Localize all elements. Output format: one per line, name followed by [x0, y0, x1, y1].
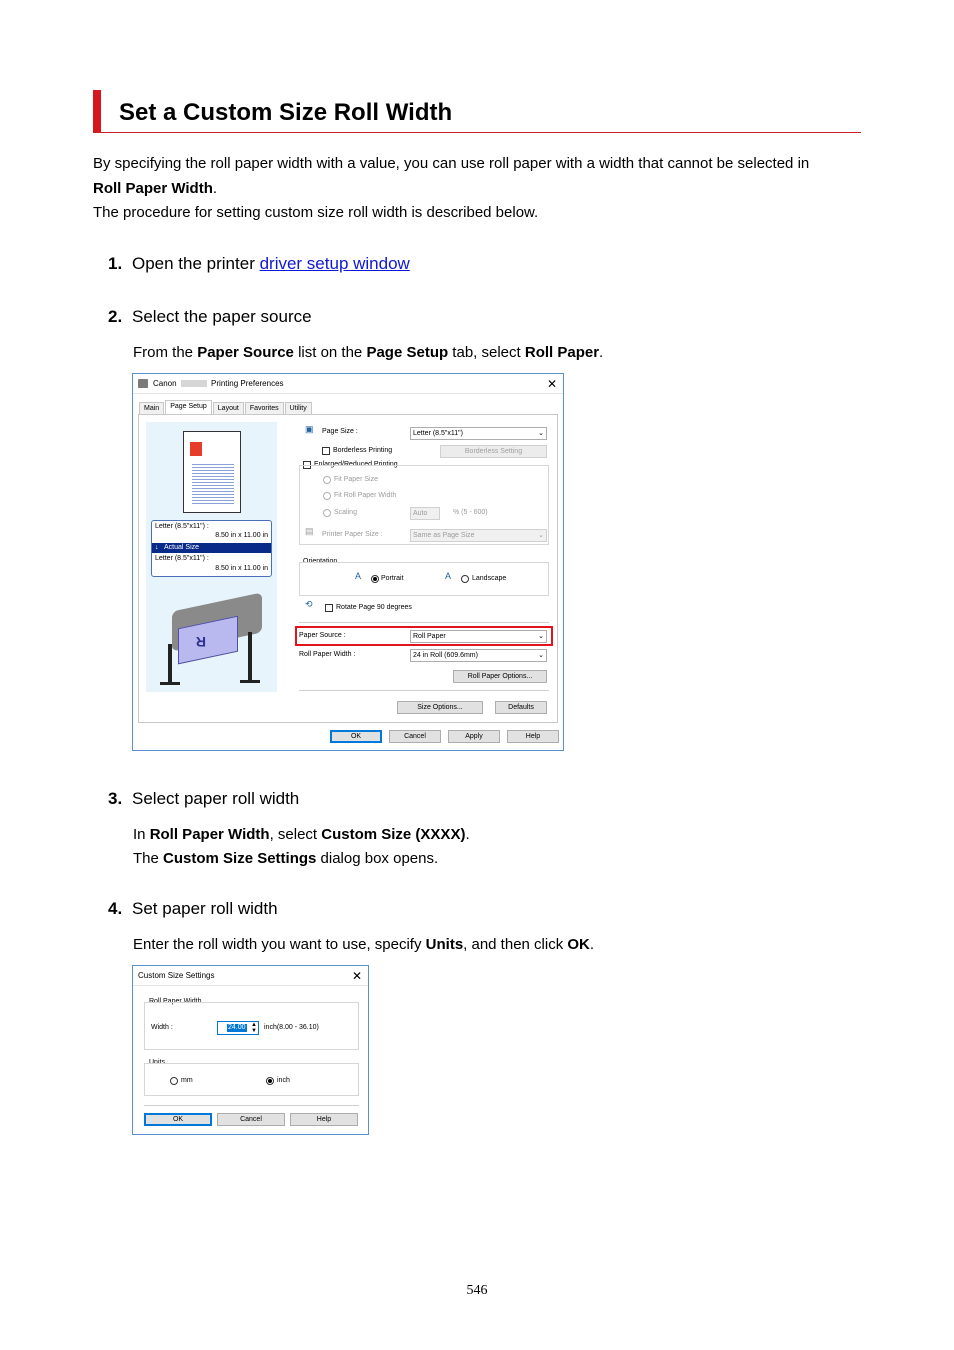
help-button[interactable]: Help — [290, 1113, 358, 1126]
page-size-value: Letter (8.5"x11") — [413, 430, 463, 437]
desc-bold: Page Setup — [366, 344, 449, 361]
size-info-line: 8.50 in x 11.00 in — [215, 532, 268, 539]
size-info-line: 8.50 in x 11.00 in — [215, 565, 268, 572]
page-title: Set a Custom Size Roll Width — [119, 99, 453, 126]
page-setup-panel — [138, 414, 558, 723]
cancel-button[interactable]: Cancel — [389, 730, 441, 743]
scaling-label: Scaling — [334, 509, 357, 516]
landscape-radio[interactable] — [461, 575, 469, 583]
rotate-page-label: Rotate Page 90 degrees — [336, 604, 412, 611]
dialog-title-prefix: Canon — [153, 379, 177, 388]
desc-text: In — [133, 826, 150, 843]
borderless-setting-button[interactable]: Borderless Setting — [440, 445, 547, 458]
desc-text: Enter the roll width you want to use, specify — [133, 936, 426, 953]
printer-paper-size-label: Printer Paper Size : — [322, 531, 383, 538]
down-arrow-icon: ↓ — [155, 544, 159, 551]
help-button[interactable]: Help — [507, 730, 559, 743]
fit-roll-width-label: Fit Roll Paper Width — [334, 492, 397, 499]
paper-source-label: Paper Source : — [299, 632, 346, 639]
preview-area — [146, 422, 277, 692]
paper-orientation-glyph-icon: R — [195, 634, 206, 650]
printer-icon — [138, 379, 148, 388]
roll-paper-width-group-label: Roll Paper Width — [149, 998, 202, 1005]
desc-text: . — [465, 826, 470, 843]
portrait-icon: A — [355, 571, 362, 581]
roll-paper-width-value: 24 in Roll (609.6mm) — [413, 652, 478, 659]
desc-text: . — [589, 936, 595, 953]
tab-utility[interactable]: Utility — [285, 402, 312, 414]
cancel-button[interactable]: Cancel — [217, 1113, 285, 1126]
heading-rule — [93, 132, 861, 133]
driver-setup-window-link[interactable]: driver setup window — [259, 254, 410, 273]
desc-text: From the — [133, 344, 198, 361]
landscape-icon: A — [445, 571, 452, 581]
tab-layout[interactable]: Layout — [213, 402, 244, 414]
width-input[interactable] — [217, 1021, 259, 1035]
desc-text: dialog box opens. — [316, 850, 439, 867]
spin-up-icon[interactable]: ▲ — [251, 1022, 257, 1028]
chevron-down-icon: ⌄ — [538, 652, 544, 659]
orientation-group-box — [299, 562, 549, 596]
desc-bold: Custom Size (XXXX) — [321, 826, 466, 843]
scaling-radio[interactable] — [323, 509, 331, 517]
fit-paper-size-radio[interactable] — [323, 476, 331, 484]
printer-paper-size-icon: ▤ — [305, 526, 314, 536]
step-1-label: Open the printer — [132, 254, 260, 273]
desc-text: , and then click — [463, 936, 568, 953]
fit-roll-width-radio[interactable] — [323, 492, 331, 500]
printer-paper-size-select[interactable] — [410, 529, 547, 542]
page-size-label: Page Size : — [322, 428, 358, 435]
chevron-down-icon: ⌄ — [538, 633, 544, 640]
redacted-model-name — [181, 380, 207, 387]
separator — [299, 622, 549, 623]
mm-label: mm — [181, 1077, 193, 1084]
borderless-checkbox[interactable] — [322, 447, 330, 455]
step-4-number: 4. — [108, 899, 123, 918]
intro-line-1: By specifying the roll paper width with a value, you can use roll paper with a width that cannot be selected in — [93, 155, 810, 172]
mm-radio[interactable] — [170, 1077, 178, 1085]
roll-paper-width-select[interactable] — [410, 649, 547, 662]
desc-bold: Roll Paper — [524, 344, 600, 361]
inch-radio[interactable] — [266, 1077, 274, 1085]
apply-button[interactable]: Apply — [448, 730, 500, 743]
size-info-line: Letter (8.5"x11") : — [155, 523, 209, 530]
heading-accent-bar — [93, 90, 101, 133]
step-3-description-line-1 — [133, 826, 470, 844]
roll-paper-options-button[interactable]: Roll Paper Options... — [453, 670, 547, 683]
ok-button[interactable]: OK — [330, 730, 382, 743]
printer-foot — [160, 682, 180, 685]
chevron-down-icon: ⌄ — [538, 430, 544, 437]
intro-line-2 — [93, 180, 217, 198]
dialog-title-suffix: Printing Preferences — [211, 379, 284, 388]
desc-text: , select — [269, 826, 322, 843]
desc-text: The — [133, 850, 164, 867]
intro-line-3: The procedure for setting custom size roll width is described below. — [93, 204, 539, 221]
desc-text: list on the — [293, 344, 367, 361]
desc-text: tab, select — [448, 344, 525, 361]
portrait-label: Portrait — [381, 575, 404, 582]
step-3-number: 3. — [108, 789, 123, 808]
dialog-titlebar — [133, 374, 563, 394]
size-info-box — [151, 520, 272, 577]
desc-bold: Units — [425, 936, 464, 953]
paper-source-value: Roll Paper — [413, 633, 446, 640]
dialog-title: Custom Size Settings — [138, 971, 215, 980]
width-range-label: inch(8.00 - 36.10) — [264, 1024, 319, 1031]
intro-period: . — [212, 180, 218, 197]
fit-paper-size-label: Fit Paper Size — [334, 476, 378, 483]
intro-bold-term: Roll Paper Width — [93, 180, 213, 197]
orientation-group-label: Orientation — [303, 558, 338, 565]
dialog-titlebar — [133, 966, 368, 986]
enlarged-reduced-label: Enlarged/Reduced Printing — [314, 461, 398, 468]
width-value: 24.00 — [228, 1024, 246, 1031]
defaults-button[interactable]: Defaults — [495, 701, 547, 714]
actual-size-highlight — [152, 543, 271, 553]
actual-size-label: Actual Size — [164, 544, 200, 551]
page-size-select[interactable] — [410, 427, 547, 440]
printer-paper-size-value: Same as Page Size — [413, 532, 475, 539]
portrait-radio[interactable] — [371, 575, 379, 583]
borderless-label: Borderless Printing — [333, 447, 393, 454]
roll-paper-width-label: Roll Paper Width : — [299, 651, 356, 658]
rotate-page-checkbox[interactable] — [325, 604, 333, 612]
printer-leg-left — [168, 644, 172, 684]
rotate-page-icon: ⟲ — [305, 599, 313, 609]
size-options-button[interactable]: Size Options... — [397, 701, 483, 714]
page-number: 546 — [466, 1283, 488, 1298]
step-4-text: Set paper roll width — [132, 899, 278, 918]
step-1-text — [132, 254, 410, 274]
printing-preferences-dialog — [132, 373, 564, 751]
page-size-icon: ▣ — [305, 424, 314, 434]
preview-image-icon — [190, 442, 202, 456]
ok-button[interactable]: OK — [144, 1113, 212, 1126]
paper-source-select[interactable] — [410, 630, 547, 643]
step-4-description — [133, 936, 594, 954]
close-icon[interactable]: ✕ — [351, 969, 362, 983]
landscape-label: Landscape — [472, 575, 507, 582]
scaling-stepper[interactable] — [410, 507, 440, 520]
step-2-description — [133, 344, 603, 362]
desc-bold: Roll Paper Width — [149, 826, 270, 843]
desc-bold: OK — [567, 936, 590, 953]
step-3-text: Select paper roll width — [132, 789, 300, 808]
tab-page-setup[interactable]: Page Setup — [165, 400, 212, 414]
step-2-number: 2. — [108, 307, 123, 326]
desc-bold: Custom Size Settings — [163, 850, 317, 867]
custom-size-settings-dialog — [132, 965, 369, 1135]
tab-bar — [139, 402, 313, 414]
printer-leg-right — [248, 632, 252, 682]
separator — [144, 1105, 359, 1106]
page-preview — [183, 431, 241, 513]
size-info-line: Letter (8.5"x11") : — [155, 555, 209, 562]
desc-bold: Paper Source — [197, 344, 294, 361]
scaling-value: Auto — [413, 510, 428, 517]
preview-text-lines — [192, 462, 234, 506]
width-label: Width : — [151, 1024, 173, 1031]
tab-main[interactable]: Main — [139, 402, 164, 414]
step-1-number: 1. — [108, 254, 123, 273]
chevron-down-icon: ⌄ — [538, 532, 544, 539]
spin-down-icon[interactable]: ▼ — [251, 1028, 257, 1034]
separator — [299, 690, 549, 691]
units-group-label: Units — [149, 1059, 165, 1066]
inch-label: inch — [277, 1077, 290, 1084]
step-3-description-line-2 — [133, 850, 438, 868]
scaling-range-label: % (5 - 600) — [453, 509, 488, 516]
tab-favorites[interactable]: Favorites — [245, 402, 284, 414]
printer-foot — [240, 680, 260, 683]
close-icon[interactable]: ✕ — [546, 377, 557, 391]
step-2-text: Select the paper source — [132, 307, 312, 326]
desc-text: . — [599, 344, 604, 361]
